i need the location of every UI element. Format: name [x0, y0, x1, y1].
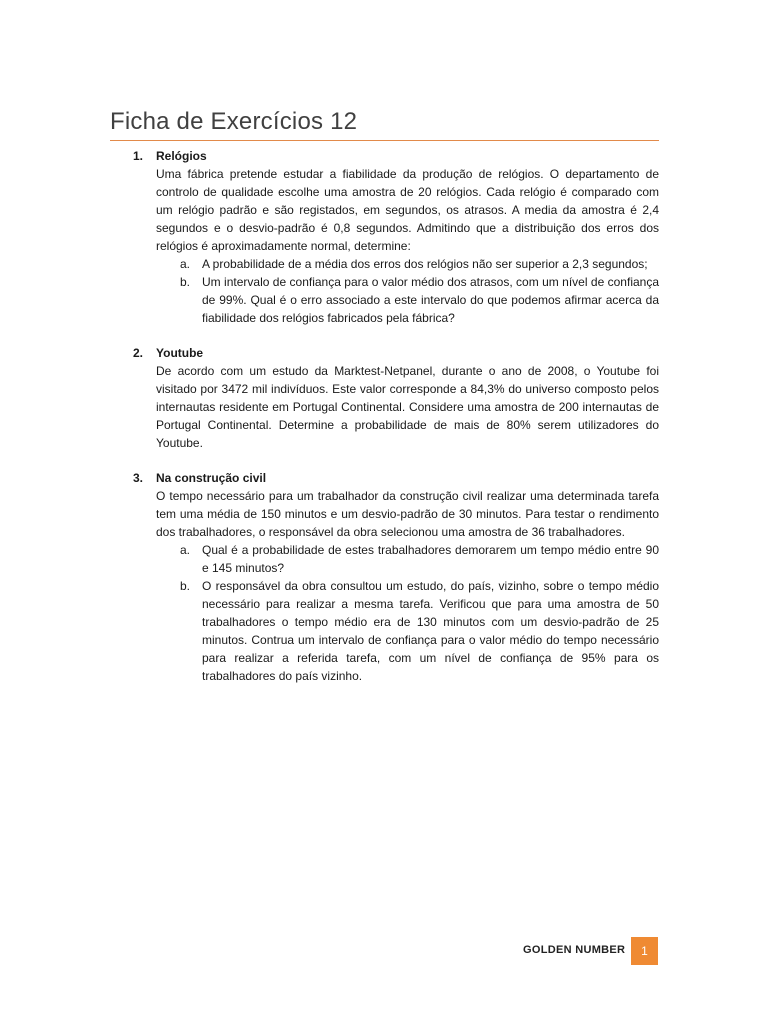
exercise-text: Uma fábrica pretende estudar a fiabilidade da produção de relógios. O departamento de controlo de qualidade escolhe uma amostra de 20 relógios. Cada relógio é comparado com um relógio padrão e são registados, em segundos, os atrasos. A media da amostra é 2,4 segundos e o desvio-padrão é 0,8 segundos. Admitindo que a distribuição dos erros dos relógios é aproximadamente normal, determine: [156, 167, 659, 253]
subitem-letter: b. [180, 579, 191, 593]
exercise-text: De acordo com um estudo da Marktest-Netpanel, durante o ano de 2008, o Youtube foi visitado por 3472 mil indivíduos. Este valor corresponde a 84,3% do universo composto pelos internautas residente em Portugal Continental. Considere uma amostra de 200 internautas de Portugal Continental. Determine a probabilidade de mais de 80% serem utilizadores do Youtube. [156, 364, 659, 450]
exercise-list [110, 148, 659, 703]
exercise-title: Na construção civil [156, 471, 267, 485]
subitem-text: O responsável da obra consultou um estudo, do país, vizinho, sobre o tempo médio necessário para realizar a mesma tarefa. Verificou que para uma amostra de 50 trabalhadores o tempo médio era de 130 minutos com um desvio-padrão de 25 minutos. Contrua um intervalo de confiança para o valor médio do tempo necessário para realizar a referida tarefa, com um nível de confiança de 95% para os trabalhadores do país vizinho. [202, 579, 659, 683]
subitem-text: A probabilidade de a média dos erros dos relógios não ser superior a 2,3 segundos; [202, 257, 648, 271]
footer-label: GOLDEN NUMBER [523, 944, 626, 956]
exercise-title: Relógios [156, 149, 207, 163]
subitem-letter: a. [180, 257, 191, 271]
exercise-number: 1. [133, 149, 144, 163]
exercise-number: 3. [133, 471, 144, 485]
page-number-badge: 1 [631, 937, 658, 965]
exercise-text: O tempo necessário para um trabalhador da construção civil realizar uma determinada tarefa tem uma média de 150 minutos e um desvio-padrão de 30 minutos. Para testar o rendimento dos trabalhadores, o responsável da obra selecionou uma amostra de 36 trabalhadores. [156, 489, 659, 539]
subitem [156, 541, 659, 577]
subitem [156, 255, 659, 273]
subitem-letter: b. [180, 275, 191, 289]
title-divider [110, 140, 659, 141]
subitem-text: Qual é a probabilidade de estes trabalhadores demorarem um tempo médio entre 90 e 145 minutos? [202, 543, 659, 575]
exercise-title: Youtube [156, 346, 204, 360]
exercise-item [110, 148, 659, 327]
subitem-letter: a. [180, 543, 191, 557]
subitem-text: Um intervalo de confiança para o valor médio dos atrasos, com um nível de confiança de 99%. Qual é o erro associado a este intervalo do que podemos afirmar acerca da fiabilidade dos relógios fabricados pela fábrica? [202, 275, 659, 325]
subitem [156, 273, 659, 327]
exercise-item [110, 470, 659, 685]
exercise-item [110, 345, 659, 452]
page-title: Ficha de Exercícios 12 [110, 108, 358, 135]
exercise-number: 2. [133, 346, 144, 360]
subitem [156, 577, 659, 685]
